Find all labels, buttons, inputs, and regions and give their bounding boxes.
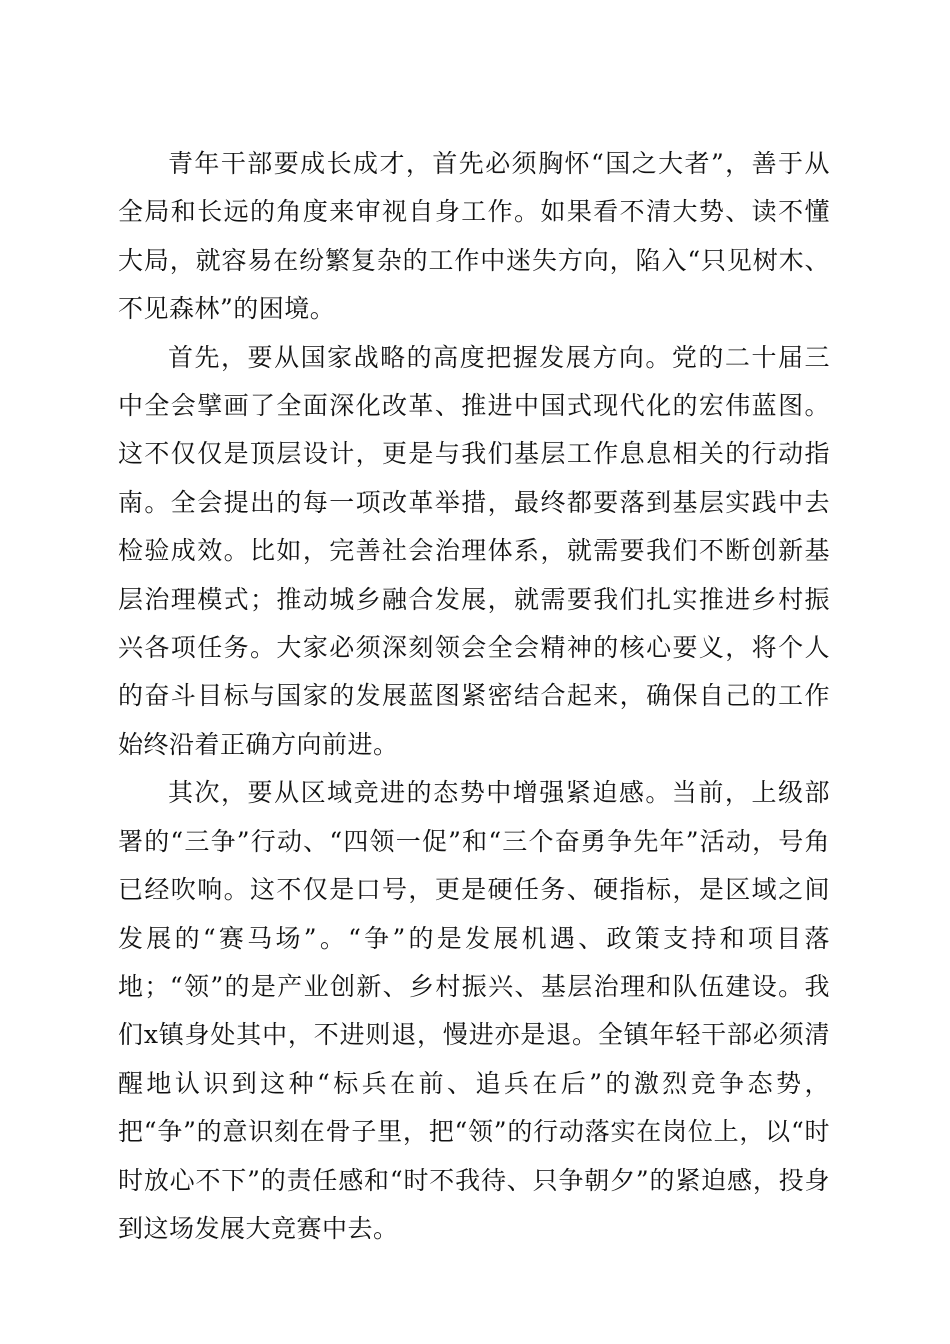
paragraph-second: 其次，要从区域竞进的态势中增强紧迫感。当前，上级部署的“三争”行动、“四领一促”和“三个奋勇争先年”活动，号角已经吹响。这不仅是口号，更是硬任务、硬指标，是区域之间发展的“赛马场”。“争”的是发展机遇、政策支持和项目落地；“领”的是产业创新、乡村振兴、基层治理和队伍建设。我们x镇身处其中，不进则退，慢进亦是退。全镇年轻干部必须清醒地认识到这种“标兵在前、追兵在后”的激烈竞争态势，把“争”的意识刻在骨子里，把“领”的行动落实在岗位上，以“时时放心不下”的责任感和“时不我待、只争朝夕”的紧迫感，投身到这场发展大竞赛中去。: [118, 778, 830, 1243]
document-body: [118, 140, 830, 1253]
paragraph-first: 首先，要从国家战略的高度把握发展方向。党的二十届三中全会擘画了全面深化改革、推进中国式现代化的宏伟蓝图。这不仅仅是顶层设计，更是与我们基层工作息息相关的行动指南。全会提出的每一项改革举措，最终都要落到基层实践中去检验成效。比如，完善社会治理体系，就需要我们不断创新基层治理模式；推动城乡融合发展，就需要我们扎实推进乡村振兴各项任务。大家必须深刻领会全会精神的核心要义，将个人的奋斗目标与国家的发展蓝图紧密结合起来，确保自己的工作始终沿着正确方向前进。: [118, 342, 830, 759]
paragraph-intro: 青年干部要成长成才，首先必须胸怀“国之大者”，善于从全局和长远的角度来审视自身工作。如果看不清大势、读不懂大局，就容易在纷繁复杂的工作中迷失方向，陷入“只见树木、不见森林”的困境。: [118, 149, 830, 324]
